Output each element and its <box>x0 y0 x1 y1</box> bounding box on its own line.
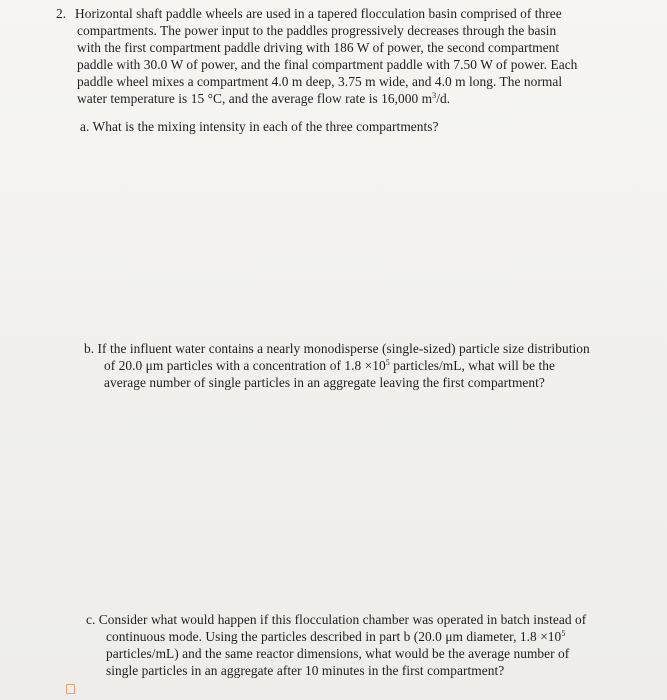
part-c-line <box>106 629 565 645</box>
part-b-line <box>104 358 555 374</box>
exponent: 5 <box>385 358 390 367</box>
part-c-line: particles/mL) and the same reactor dimensions, what would be the average number of <box>106 646 570 661</box>
question-intro-line <box>77 91 450 107</box>
part-c-text: continuous mode. Using the particles described in part b (20.0 μm diameter, 1.8 ×10 <box>106 629 562 644</box>
intro-text: water temperature is 15 °C, and the average flow rate is 16,000 m <box>77 91 433 106</box>
part-c-line: c. Consider what would happen if this flocculation chamber was operated in batch instead of <box>86 612 587 627</box>
exponent: 5 <box>561 629 566 638</box>
part-b-text: of 20.0 μm particles with a concentration of 1.8 ×10 <box>104 358 386 373</box>
checkbox[interactable] <box>66 684 75 694</box>
question-intro-line: Horizontal shaft paddle wheels are used in a tapered flocculation basin comprised of three <box>75 6 562 21</box>
question-intro-line: with the first compartment paddle driving with 186 W of power, the second compartment <box>77 40 560 55</box>
part-a-question: a. What is the mixing intensity in each of the three compartments? <box>80 119 439 134</box>
part-b-line: average number of single particles in an aggregate leaving the first compartment? <box>104 375 545 390</box>
part-b-text: particles/mL, what will be the <box>389 358 555 373</box>
question-intro-line: compartments. The power input to the paddles progressively decreases through the basin <box>77 23 557 38</box>
part-c-line: single particles in an aggregate after 10 minutes in the first compartment? <box>106 663 505 678</box>
exponent: 3 <box>432 91 437 100</box>
question-intro-line: paddle with 30.0 W of power, and the final compartment paddle with 7.50 W of power. Each <box>77 57 578 72</box>
question-intro-line: paddle wheel mixes a compartment 4.0 m deep, 3.75 m wide, and 4.0 m long. The normal <box>77 74 563 89</box>
part-b-line: b. If the influent water contains a nearly monodisperse (single-sized) particle size distribution <box>84 341 590 356</box>
question-number: 2. <box>56 6 67 21</box>
intro-text: /d. <box>436 91 451 106</box>
